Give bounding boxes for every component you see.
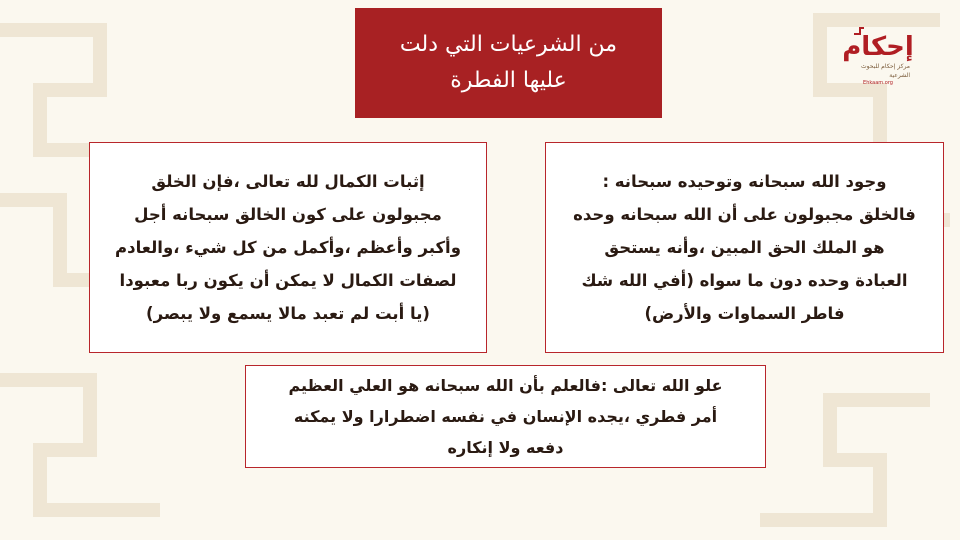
card-left-line-1: إثبات الكمال لله تعالى ،فإن الخلق [151,172,425,191]
card-bottom-line-3: دفعه ولا إنكاره [447,438,564,457]
card-perfection-attributes [89,142,487,353]
card-bottom-line-1: علو الله تعالى :فالعلم بأن الله سبحانه هو العلي العظيم [288,376,723,395]
card-left-line-3: وأكبر وأعظم ،وأكمل من كل شيء ،والعادم [115,238,461,257]
title-banner [355,8,662,118]
title-line-1: من الشرعيات التي دلت [399,32,618,57]
card-right-line-1: وجود الله سبحانه وتوحيده سبحانه : [602,172,887,191]
card-right-line-5: فاطر السماوات والأرض) [644,304,845,323]
card-bottom-line-2: أمر فطري ،يجده الإنسان في نفسه اضطرارا ولا يمكنه [293,407,718,426]
logo-subtitle: مركز إحكام للبحوث الشرعية [861,63,910,79]
logo-website: Ehkaam.org [863,80,893,86]
card-divine-highness [245,365,766,468]
card-right-line-2: فالخلق مجبولون على أن الله سبحانه وحده [573,205,916,224]
title-line-2: عليها الفطرة [450,68,567,93]
card-left-line-4: لصفات الكمال لا يمكن أن يكون ربا معبودا [119,271,457,290]
logo-word: إحكام [842,32,914,62]
ehkaam-logo [842,24,914,94]
card-right-line-3: هو الملك الحق المبين ،وأنه يستحق [604,238,885,257]
card-left-line-2: مجبولون على كون الخالق سبحانه أجل [134,205,442,224]
card-right-line-4: العبادة وحده دون ما سواه (أفي الله شك [581,271,908,290]
card-left-line-5: (يا أبت لم تعبد مالا يسمع ولا يبصر) [146,304,430,323]
card-god-existence-oneness [545,142,944,353]
logo-mark-icon [852,26,872,36]
